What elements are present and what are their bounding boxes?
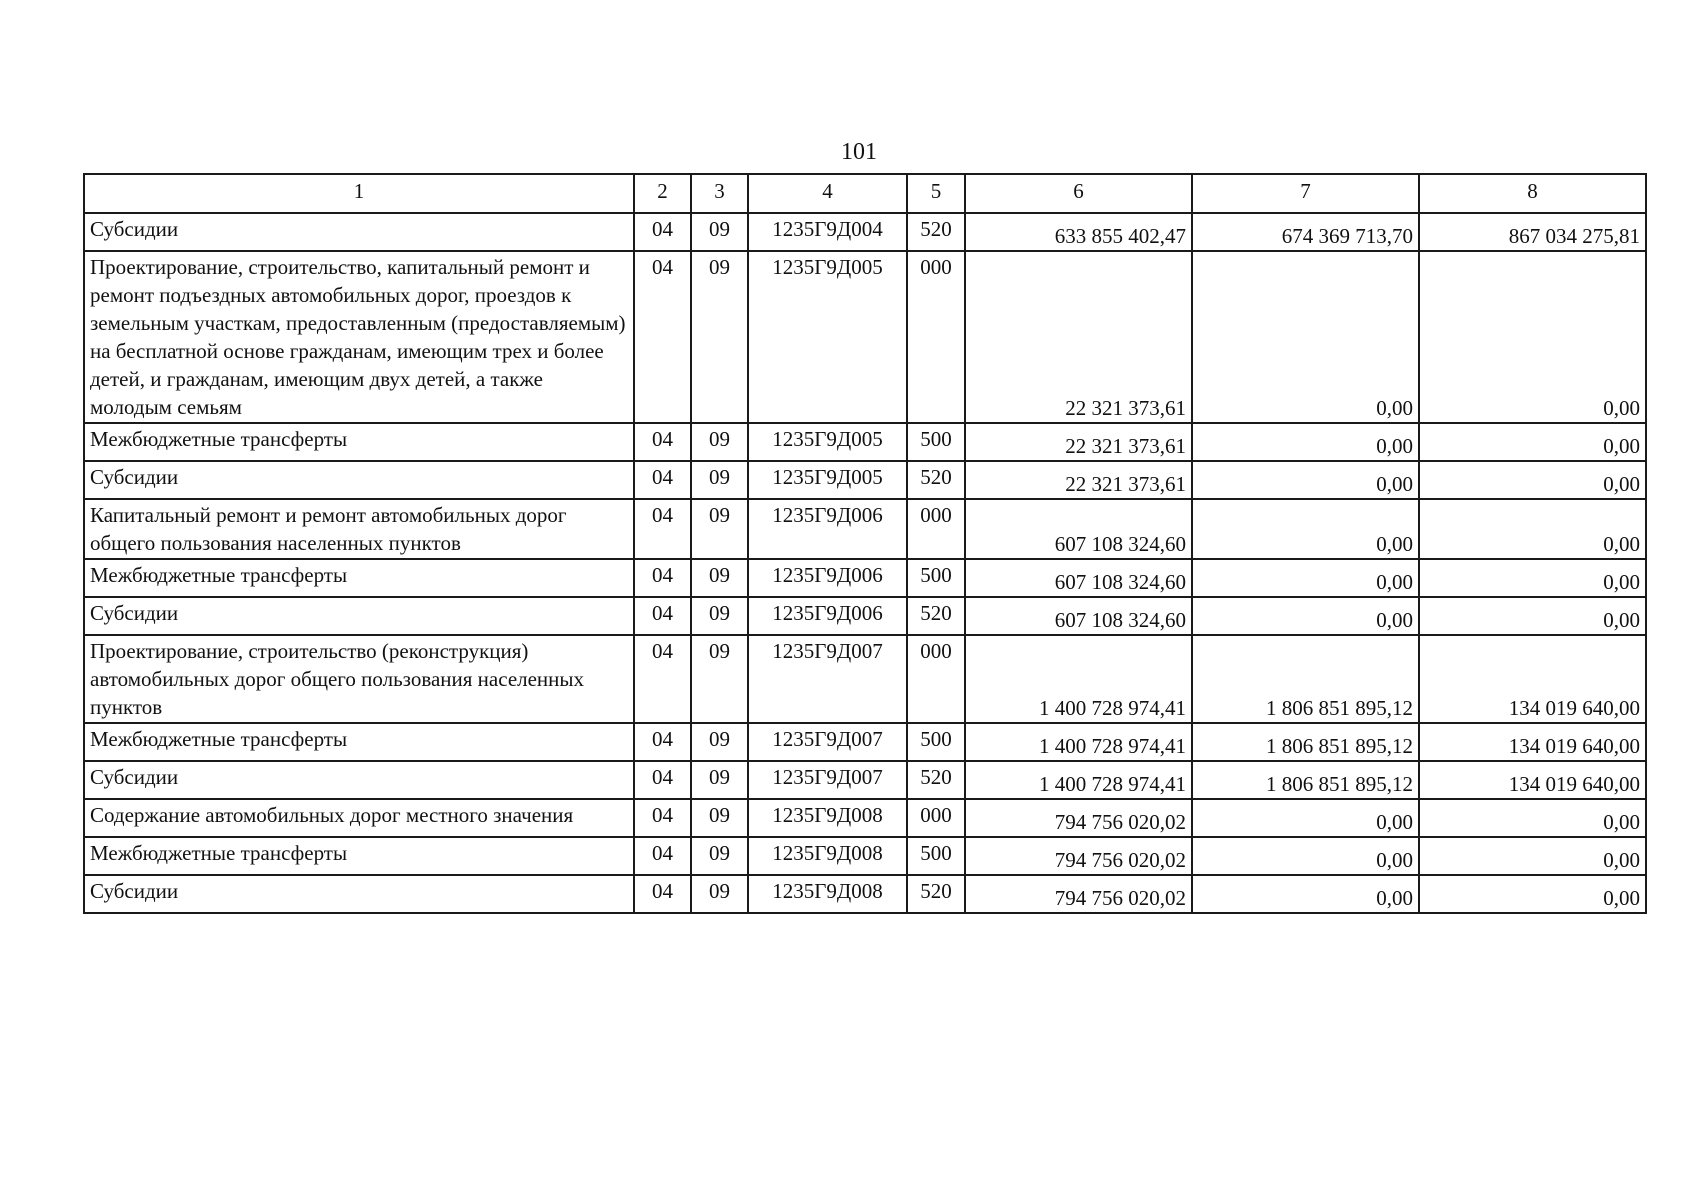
amount-col8-cell: 867 034 275,81 xyxy=(1419,213,1646,251)
target-article-cell: 1235Г9Д005 xyxy=(748,423,907,461)
amount-col8-cell: 0,00 xyxy=(1419,875,1646,913)
subsection-code-cell: 09 xyxy=(691,423,748,461)
target-article-cell: 1235Г9Д008 xyxy=(748,875,907,913)
amount-col7-cell: 674 369 713,70 xyxy=(1192,213,1419,251)
column-header: 3 xyxy=(691,174,748,213)
amount-col8-cell: 134 019 640,00 xyxy=(1419,761,1646,799)
amount-col6-cell: 22 321 373,61 xyxy=(965,423,1192,461)
amount-col7-cell: 1 806 851 895,12 xyxy=(1192,635,1419,723)
target-article-cell: 1235Г9Д005 xyxy=(748,461,907,499)
table-row xyxy=(84,837,1646,875)
target-article-cell: 1235Г9Д008 xyxy=(748,837,907,875)
section-code-cell: 04 xyxy=(634,461,691,499)
amount-col7-cell: 0,00 xyxy=(1192,875,1419,913)
target-article-cell: 1235Г9Д006 xyxy=(748,597,907,635)
amount-col8-cell: 0,00 xyxy=(1419,251,1646,423)
table-row xyxy=(84,559,1646,597)
section-code-cell: 04 xyxy=(634,875,691,913)
expense-type-cell: 000 xyxy=(907,635,965,723)
row-name-cell: Субсидии xyxy=(84,213,634,251)
section-code-cell: 04 xyxy=(634,635,691,723)
column-header: 5 xyxy=(907,174,965,213)
amount-col7-cell: 0,00 xyxy=(1192,799,1419,837)
amount-col6-cell: 1 400 728 974,41 xyxy=(965,635,1192,723)
amount-col6-cell: 607 108 324,60 xyxy=(965,597,1192,635)
table-row xyxy=(84,723,1646,761)
amount-col7-cell: 0,00 xyxy=(1192,461,1419,499)
table-row xyxy=(84,799,1646,837)
section-code-cell: 04 xyxy=(634,837,691,875)
row-name-cell: Межбюджетные трансферты xyxy=(84,723,634,761)
amount-col8-cell: 0,00 xyxy=(1419,799,1646,837)
subsection-code-cell: 09 xyxy=(691,559,748,597)
amount-col7-cell: 0,00 xyxy=(1192,423,1419,461)
column-header: 6 xyxy=(965,174,1192,213)
amount-col6-cell: 794 756 020,02 xyxy=(965,799,1192,837)
table-row xyxy=(84,213,1646,251)
table-row xyxy=(84,635,1646,723)
table-row xyxy=(84,875,1646,913)
target-article-cell: 1235Г9Д006 xyxy=(748,559,907,597)
row-name-cell: Субсидии xyxy=(84,461,634,499)
subsection-code-cell: 09 xyxy=(691,761,748,799)
expense-type-cell: 520 xyxy=(907,213,965,251)
expense-type-cell: 500 xyxy=(907,723,965,761)
target-article-cell: 1235Г9Д005 xyxy=(748,251,907,423)
amount-col6-cell: 1 400 728 974,41 xyxy=(965,723,1192,761)
subsection-code-cell: 09 xyxy=(691,723,748,761)
table-row xyxy=(84,251,1646,423)
column-header: 4 xyxy=(748,174,907,213)
expense-type-cell: 500 xyxy=(907,837,965,875)
target-article-cell: 1235Г9Д007 xyxy=(748,723,907,761)
row-name-cell: Межбюджетные трансферты xyxy=(84,423,634,461)
subsection-code-cell: 09 xyxy=(691,499,748,559)
amount-col7-cell: 0,00 xyxy=(1192,559,1419,597)
target-article-cell: 1235Г9Д008 xyxy=(748,799,907,837)
subsection-code-cell: 09 xyxy=(691,635,748,723)
budget-table xyxy=(83,173,1647,914)
section-code-cell: 04 xyxy=(634,213,691,251)
section-code-cell: 04 xyxy=(634,597,691,635)
row-name-cell: Субсидии xyxy=(84,597,634,635)
amount-col7-cell: 1 806 851 895,12 xyxy=(1192,761,1419,799)
section-code-cell: 04 xyxy=(634,251,691,423)
section-code-cell: 04 xyxy=(634,723,691,761)
column-header: 7 xyxy=(1192,174,1419,213)
column-header: 8 xyxy=(1419,174,1646,213)
expense-type-cell: 000 xyxy=(907,499,965,559)
expense-type-cell: 520 xyxy=(907,461,965,499)
amount-col7-cell: 0,00 xyxy=(1192,499,1419,559)
target-article-cell: 1235Г9Д007 xyxy=(748,761,907,799)
amount-col8-cell: 134 019 640,00 xyxy=(1419,723,1646,761)
amount-col6-cell: 607 108 324,60 xyxy=(965,499,1192,559)
amount-col7-cell: 0,00 xyxy=(1192,597,1419,635)
row-name-cell: Субсидии xyxy=(84,761,634,799)
subsection-code-cell: 09 xyxy=(691,251,748,423)
amount-col7-cell: 1 806 851 895,12 xyxy=(1192,723,1419,761)
expense-type-cell: 500 xyxy=(907,423,965,461)
amount-col8-cell: 0,00 xyxy=(1419,461,1646,499)
row-name-cell: Межбюджетные трансферты xyxy=(84,559,634,597)
section-code-cell: 04 xyxy=(634,423,691,461)
amount-col6-cell: 607 108 324,60 xyxy=(965,559,1192,597)
row-name-cell: Субсидии xyxy=(84,875,634,913)
amount-col6-cell: 794 756 020,02 xyxy=(965,837,1192,875)
expense-type-cell: 520 xyxy=(907,761,965,799)
row-name-cell: Проектирование, строительство, капитальный ремонт и ремонт подъездных автомобильных дорог, проездов к земельным участкам, предоставленным (предоставляемым) на бесплатной основе гражданам, имеющим трех и более детей, и гражданам, имеющим двух детей, а также молодым семьям xyxy=(84,251,634,423)
subsection-code-cell: 09 xyxy=(691,875,748,913)
column-header: 2 xyxy=(634,174,691,213)
table-row xyxy=(84,423,1646,461)
row-name-cell: Капитальный ремонт и ремонт автомобильных дорог общего пользования населенных пунктов xyxy=(84,499,634,559)
row-name-cell: Межбюджетные трансферты xyxy=(84,837,634,875)
target-article-cell: 1235Г9Д007 xyxy=(748,635,907,723)
expense-type-cell: 520 xyxy=(907,597,965,635)
amount-col8-cell: 0,00 xyxy=(1419,423,1646,461)
amount-col6-cell: 633 855 402,47 xyxy=(965,213,1192,251)
expense-type-cell: 500 xyxy=(907,559,965,597)
amount-col6-cell: 22 321 373,61 xyxy=(965,461,1192,499)
section-code-cell: 04 xyxy=(634,799,691,837)
expense-type-cell: 000 xyxy=(907,799,965,837)
amount-col6-cell: 22 321 373,61 xyxy=(965,251,1192,423)
target-article-cell: 1235Г9Д004 xyxy=(748,213,907,251)
expense-type-cell: 000 xyxy=(907,251,965,423)
row-name-cell: Содержание автомобильных дорог местного значения xyxy=(84,799,634,837)
row-name-cell: Проектирование, строительство (реконструкция) автомобильных дорог общего пользования населенных пунктов xyxy=(84,635,634,723)
subsection-code-cell: 09 xyxy=(691,837,748,875)
subsection-code-cell: 09 xyxy=(691,799,748,837)
amount-col7-cell: 0,00 xyxy=(1192,837,1419,875)
amount-col8-cell: 0,00 xyxy=(1419,837,1646,875)
amount-col6-cell: 794 756 020,02 xyxy=(965,875,1192,913)
table-row xyxy=(84,499,1646,559)
amount-col7-cell: 0,00 xyxy=(1192,251,1419,423)
amount-col8-cell: 134 019 640,00 xyxy=(1419,635,1646,723)
expense-type-cell: 520 xyxy=(907,875,965,913)
amount-col6-cell: 1 400 728 974,41 xyxy=(965,761,1192,799)
page-number: 101 xyxy=(841,139,877,165)
amount-col8-cell: 0,00 xyxy=(1419,499,1646,559)
section-code-cell: 04 xyxy=(634,559,691,597)
table-row xyxy=(84,461,1646,499)
target-article-cell: 1235Г9Д006 xyxy=(748,499,907,559)
table-header-row xyxy=(84,174,1646,213)
table-row xyxy=(84,761,1646,799)
subsection-code-cell: 09 xyxy=(691,597,748,635)
amount-col8-cell: 0,00 xyxy=(1419,559,1646,597)
section-code-cell: 04 xyxy=(634,499,691,559)
amount-col8-cell: 0,00 xyxy=(1419,597,1646,635)
section-code-cell: 04 xyxy=(634,761,691,799)
subsection-code-cell: 09 xyxy=(691,461,748,499)
column-header: 1 xyxy=(84,174,634,213)
subsection-code-cell: 09 xyxy=(691,213,748,251)
table-row xyxy=(84,597,1646,635)
